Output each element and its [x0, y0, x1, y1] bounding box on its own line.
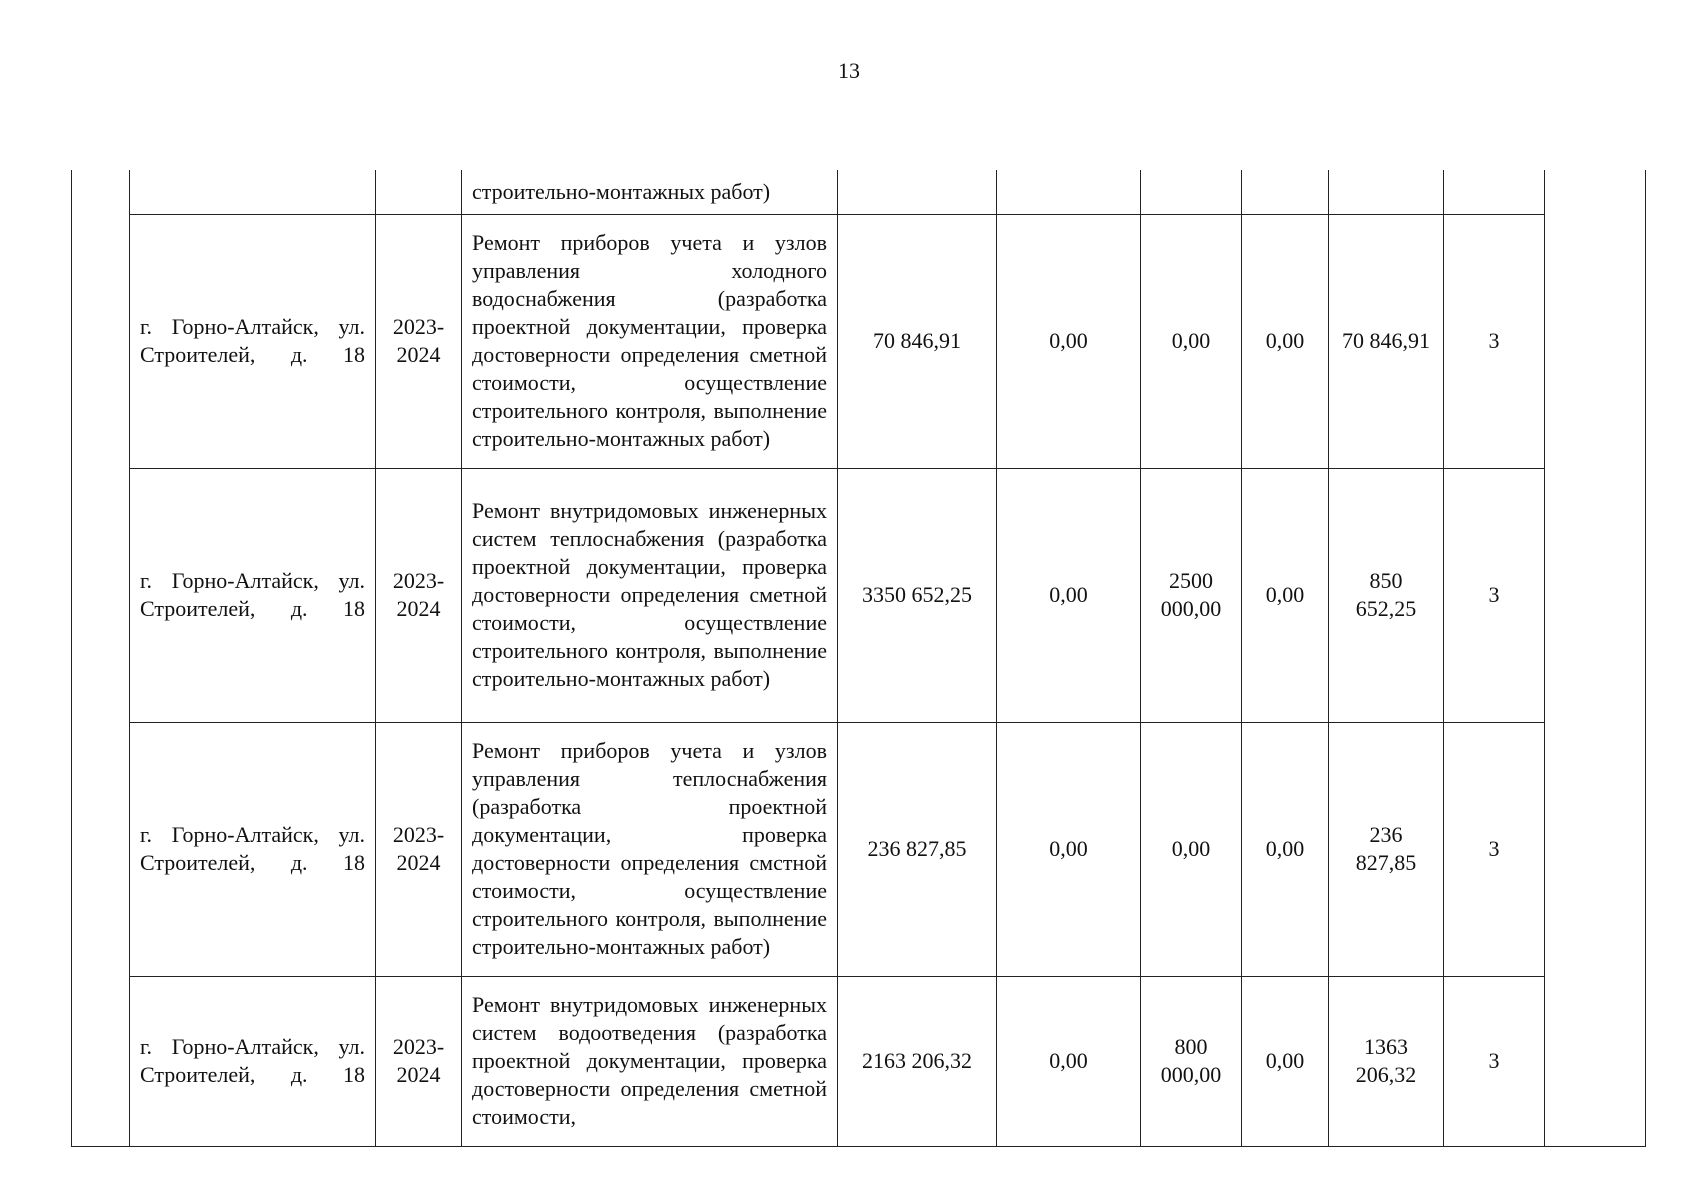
table-row-continued	[72, 170, 1646, 214]
cell-fund-a: 0,00	[997, 468, 1141, 722]
cell-total	[838, 170, 997, 214]
cell-fund-b: 2500 000,00	[1141, 468, 1242, 722]
cell-period: 2023-2024	[376, 468, 462, 722]
cell-stage	[1444, 170, 1545, 214]
table-row	[72, 214, 1646, 468]
cell-fund-b: 0,00	[1141, 214, 1242, 468]
cell-work: Ремонт внутридомовых инженерных систем водоотведения (разработка проектной документации, проверка достоверности определения сметной стоимости,	[462, 976, 838, 1146]
cell-period: 2023-2024	[376, 214, 462, 468]
cell-address: г. Горно-Алтайск, ул. Строителей, д. 18	[130, 976, 376, 1146]
cell-fund-d: 236 827,85	[1329, 722, 1444, 976]
cell-total: 236 827,85	[838, 722, 997, 976]
table-row	[72, 468, 1646, 722]
cell-work: Ремонт приборов учета и узлов управления холодного водоснабжения (разработка проектной документации, проверка достоверности определения сметной стоимости, осуществление строительного контроля, выполнение строительно-монтажных работ)	[462, 214, 838, 468]
cell-fund-a: 0,00	[997, 976, 1141, 1146]
cell-address: г. Горно-Алтайск, ул. Строителей, д. 18	[130, 468, 376, 722]
table-row	[72, 976, 1646, 1146]
cell-work: Ремонт приборов учета и узлов управления теплоснабжения (разработка проектной документации, проверка достоверности определения смстной стоимости, осуществление строительного контроля, выполнение строительно-монтажных работ)	[462, 722, 838, 976]
cell-address	[130, 170, 376, 214]
cell-fund-b: 0,00	[1141, 722, 1242, 976]
cell-stage: 3	[1444, 976, 1545, 1146]
cell-address: г. Горно-Алтайск, ул. Строителей, д. 18	[130, 214, 376, 468]
cell-fund-d: 70 846,91	[1329, 214, 1444, 468]
table-row	[72, 722, 1646, 976]
cell-fund-c: 0,00	[1242, 468, 1329, 722]
cell-fund-d: 1363 206,32	[1329, 976, 1444, 1146]
cell-fund-c: 0,00	[1242, 722, 1329, 976]
cell-period: 2023-2024	[376, 722, 462, 976]
cell-fund-a	[997, 170, 1141, 214]
cell-stage: 3	[1444, 214, 1545, 468]
cell-total: 2163 206,32	[838, 976, 997, 1146]
cell-outer-left	[72, 170, 130, 1146]
cell-work: Ремонт внутридомовых инженерных систем теплоснабжения (разработка проектной документации, проверка достоверности определения сметной стоимости, осуществление строительного контроля, выполнение строительно-монтажных работ)	[462, 468, 838, 722]
cell-fund-a: 0,00	[997, 722, 1141, 976]
cell-fund-c: 0,00	[1242, 214, 1329, 468]
cell-fund-c	[1242, 170, 1329, 214]
cell-period: 2023-2024	[376, 976, 462, 1146]
cell-period	[376, 170, 462, 214]
works-table	[71, 170, 1646, 1147]
cell-work: строительно-монтажных работ)	[462, 170, 838, 214]
cell-stage: 3	[1444, 468, 1545, 722]
cell-fund-d: 850 652,25	[1329, 468, 1444, 722]
cell-total: 3350 652,25	[838, 468, 997, 722]
cell-fund-c: 0,00	[1242, 976, 1329, 1146]
page-number: 13	[838, 58, 860, 83]
cell-total: 70 846,91	[838, 214, 997, 468]
cell-fund-d	[1329, 170, 1444, 214]
cell-outer-right	[1545, 170, 1646, 1146]
cell-fund-b: 800 000,00	[1141, 976, 1242, 1146]
cell-fund-b	[1141, 170, 1242, 214]
cell-address: г. Горно-Алтайск, ул. Строителей, д. 18	[130, 722, 376, 976]
cell-stage: 3	[1444, 722, 1545, 976]
cell-fund-a: 0,00	[997, 214, 1141, 468]
